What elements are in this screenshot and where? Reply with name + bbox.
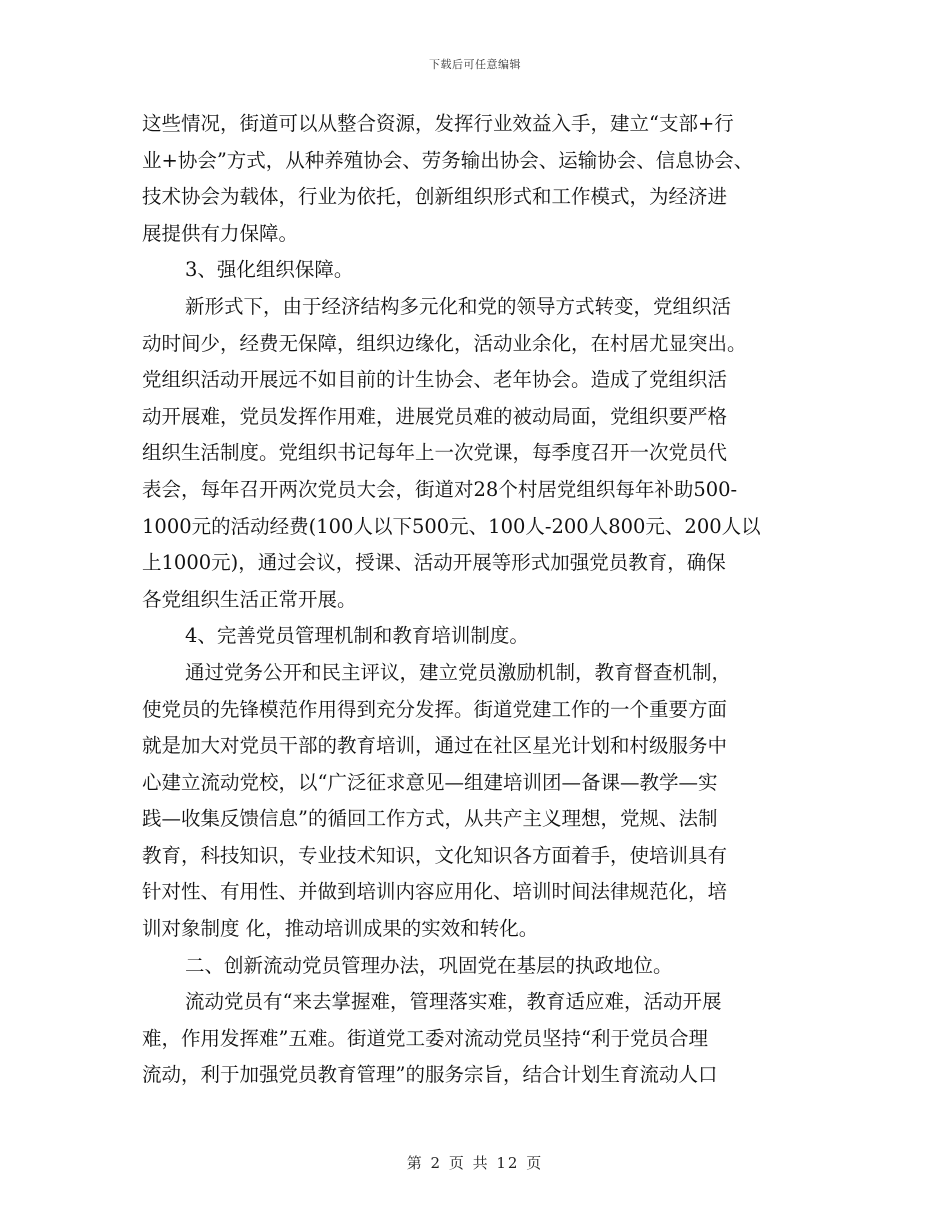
text-line: 训对象制度 化，推动培训成果的实效和转化。 [142, 917, 539, 941]
text-line: 动时间少，经费无保障，组织边缘化，活动业余化，在村居尤显突出。 [142, 331, 747, 355]
text-line: 针对性、有用性、并做到培训内容应用化、培训时间法律规范化，培 [142, 880, 728, 904]
text-line: 4、完善党员管理机制和教育培训制度。 [185, 624, 529, 648]
text-line: 技术协会为载体，行业为依托，创新组织形式和工作模式，为经济进 [142, 185, 728, 209]
text-line: 上1000元)，通过会议，授课、活动开展等形式加强党员教育，确保 [142, 551, 726, 575]
text-line: 流动党员有“来去掌握难，管理落实难，教育适应难，活动开展 [185, 990, 722, 1014]
page-footer: 第 2 页 共 12 页 [406, 1154, 544, 1172]
text-line: 展提供有力保障。 [142, 221, 299, 245]
text-line: 各党组织生活正常开展。 [142, 587, 357, 611]
text-line: 心建立流动党校，以“广泛征求意见—组建培训团—备课—教学—实 [142, 770, 718, 794]
text-line: 1000元的活动经费(100人以下500元、100人-200人800元、200人以 [142, 514, 761, 538]
text-line: 业+协会”方式，从种养殖协会、劳务输出协会、运输协会、信息协会、 [142, 148, 754, 172]
text-line: 组织生活制度。党组织书记每年上一次党课，每季度召开一次党员代 [142, 441, 728, 465]
text-line: 3、强化组织保障。 [185, 258, 354, 282]
text-line: 通过党务公开和民主评议，建立党员激励机制，教育督查机制， [185, 660, 732, 684]
text-line: 就是加大对党员干部的教育培训，通过在社区星光计划和村级服务中 [142, 734, 728, 758]
text-line: 难，作用发挥难”五难。街道党工委对流动党员坚持“利于党员合理 [142, 1026, 708, 1050]
text-line: 流动，利于加强党员教育管理”的服务宗旨，结合计划生育流动人口 [142, 1063, 718, 1087]
text-line: 这些情况，街道可以从整合资源，发挥行业效益入手，建立“支部+行 [142, 112, 734, 135]
text-line: 动开展难，党员发挥作用难，进展党员难的被动局面，党组织要严格 [142, 404, 728, 428]
page-header: 下载后可任意编辑 [429, 58, 521, 71]
document-body [142, 106, 822, 1094]
text-line: 二、创新流动党员管理办法，巩固党在基层的执政地位。 [185, 953, 673, 977]
text-line: 党组织活动开展远不如目前的计生协会、老年协会。造成了党组织活 [142, 368, 728, 392]
text-line: 使党员的先锋模范作用得到充分发挥。街道党建工作的一个重要方面 [142, 697, 728, 721]
text-line: 新形式下，由于经济结构多元化和党的领导方式转变，党组织活 [185, 294, 732, 318]
text-line: 教育，科技知识，专业技术知识，文化知识各方面着手，使培训具有 [142, 843, 728, 867]
text-line: 表会，每年召开两次党员大会，街道对28个村居党组织每年补助500- [142, 477, 738, 501]
text-line: 践—收集反馈信息”的循回工作方式，从共产主义理想，党规、法制 [142, 807, 718, 831]
